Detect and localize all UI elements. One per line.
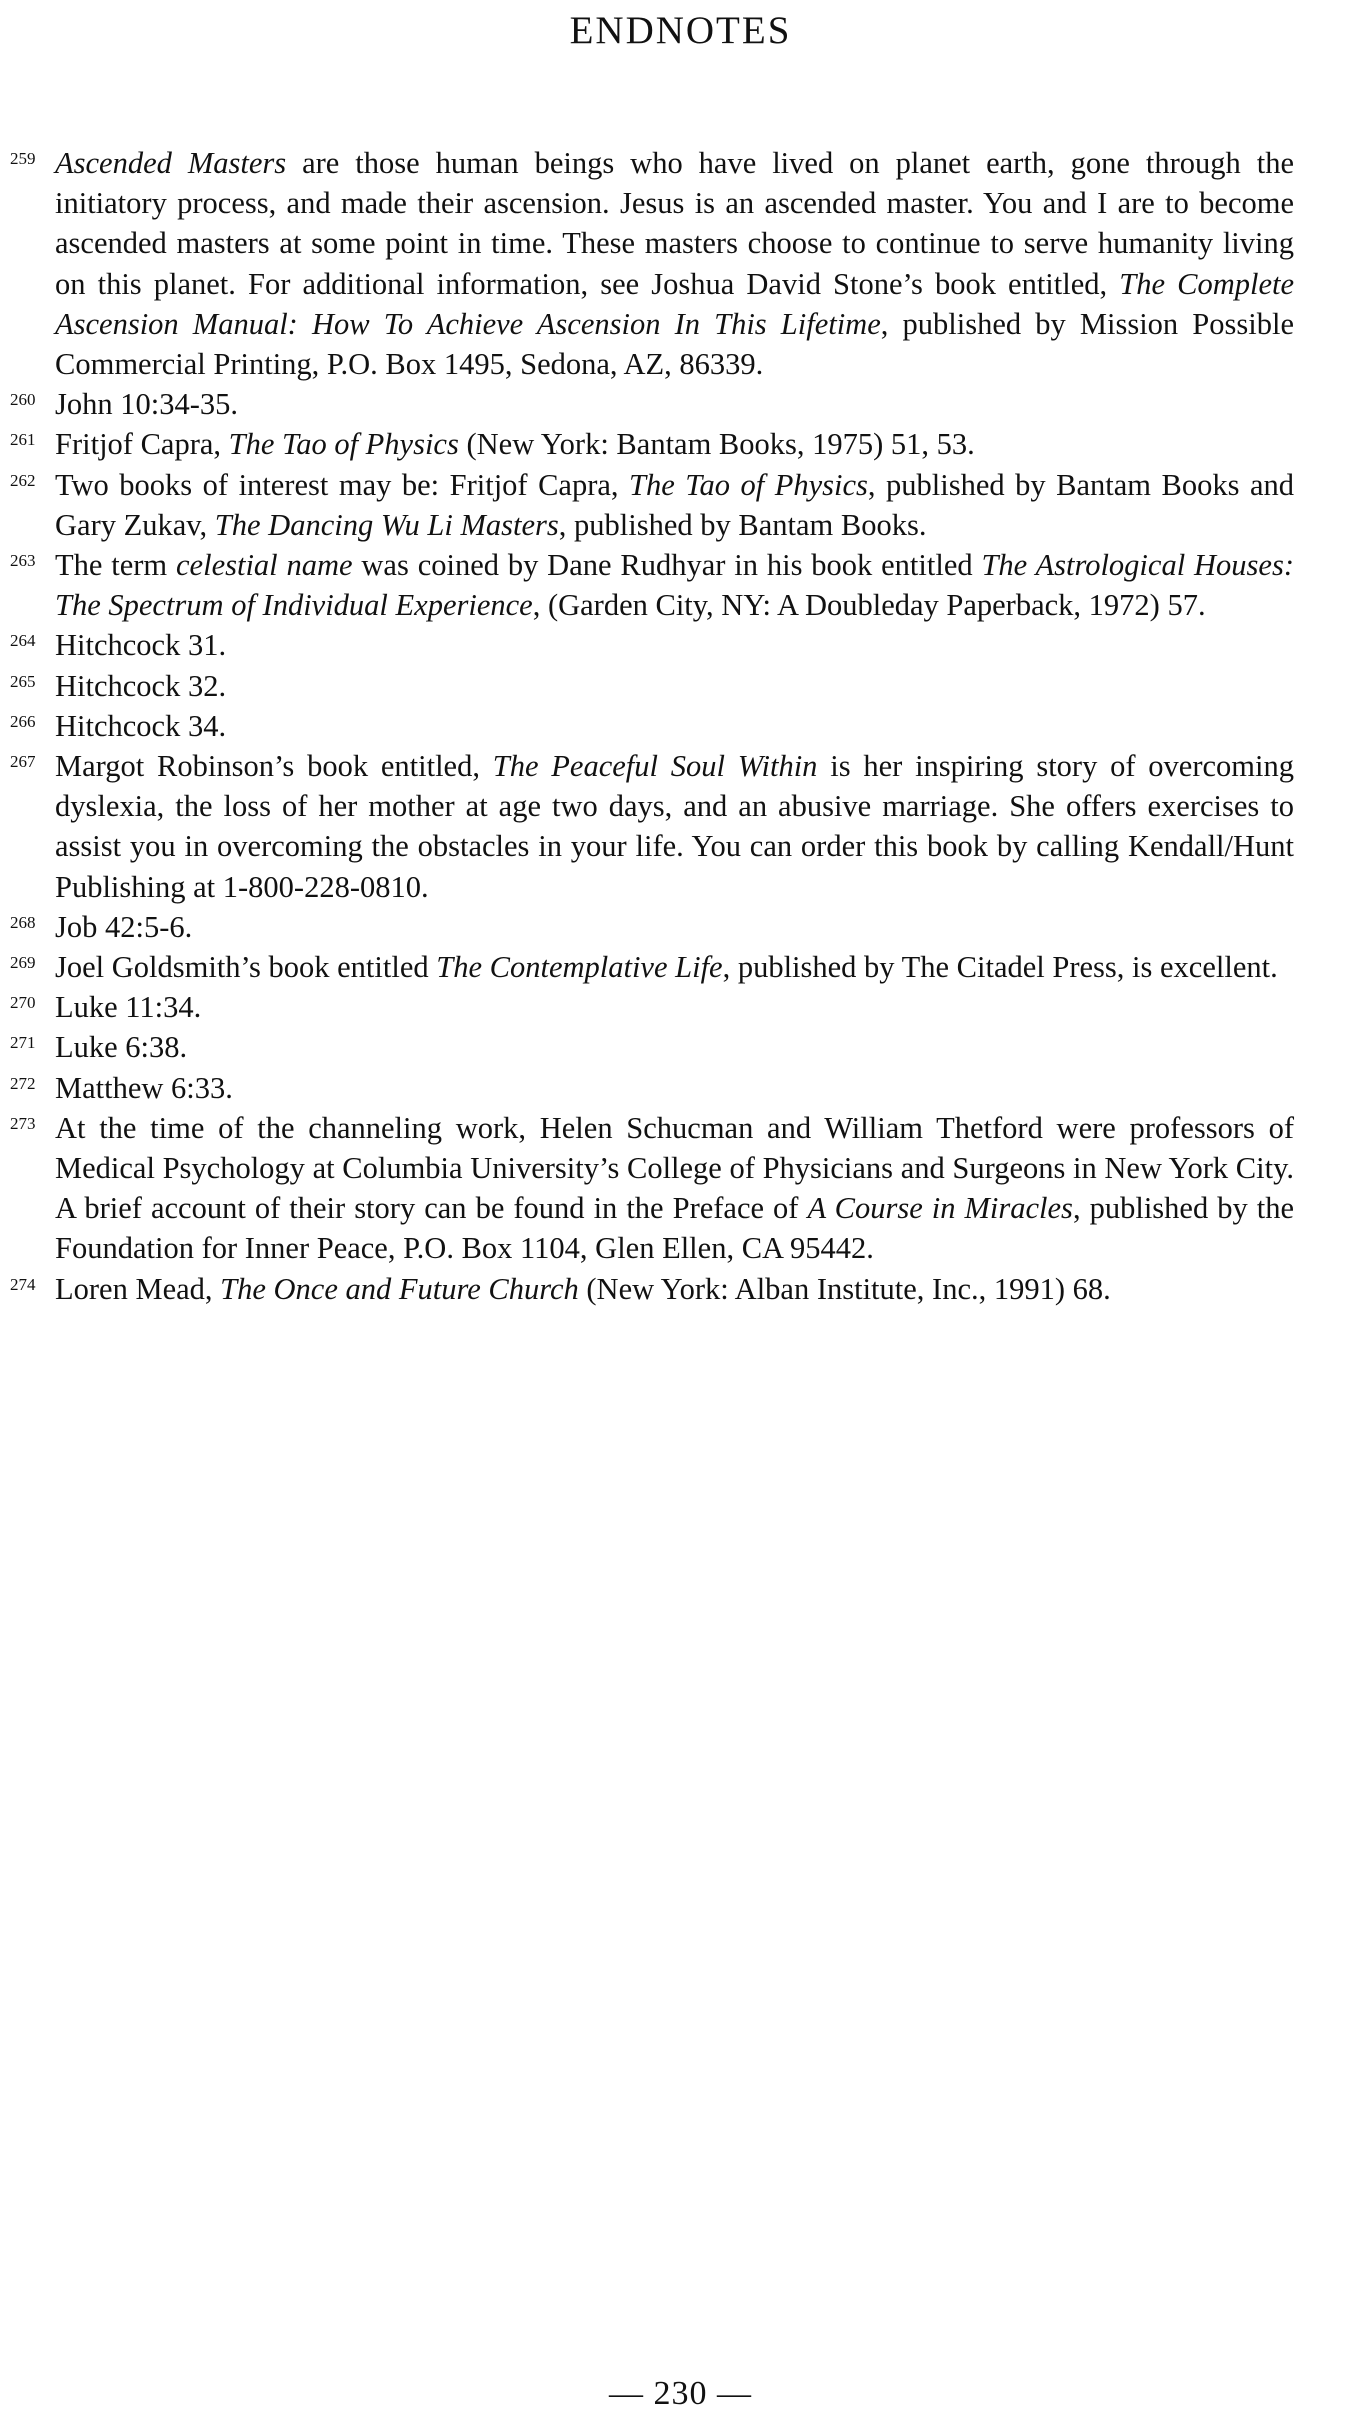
note-text-run: are those human beings who have lived on planet earth, gone through the initiatory process, and made their ascension. Jesus is an ascended master. You and I are to become ascended masters at some point in time. These masters choose to continue to serve humanity living on this planet. For additional information, see Joshua David Stone’s book entitled, xyxy=(55,146,1295,301)
endnote-264: 264 Hitchcock 31. xyxy=(52,625,1294,665)
endnote-text xyxy=(55,746,1294,907)
endnote-273: 273 At the time of the channeling work, Helen Schucman and William Thetford were professors of Medical Psychology at Columbia University’s College of Physicians and Surgeons in New York City. A brief account of their story can be found in the Preface of A Course in Miracles, published by the Foundation for Inner Peace, P.O. Box 1104, Glen Ellen, CA 95442. xyxy=(52,1108,1294,1269)
endnote-265: 265 Hitchcock 32. xyxy=(52,666,1294,706)
italic-title: The Tao of Physics xyxy=(228,427,459,462)
endnote-text xyxy=(55,1269,1294,1309)
note-text-run: Fritjof Capra, xyxy=(55,427,229,462)
endnote-263: 263 The term celestial name was coined by Dane Rudhyar in his book entitled The Astrological Houses: The Spectrum of Individual Experience, (Garden City, NY: A Doubleday Paperback, 1972) 57. xyxy=(52,545,1294,625)
endnote-270: 270 Luke 11:34. xyxy=(52,987,1294,1027)
italic-title: Ascended Masters xyxy=(55,146,287,180)
endnote-text xyxy=(55,1108,1294,1269)
endnote-text xyxy=(55,1068,1294,1108)
page-title: ENDNOTES xyxy=(569,9,792,52)
italic-title: The Complete Ascension Manual: How To Achieve Ascension In This Lifetime xyxy=(55,266,1294,341)
note-text-run: is her inspiring story of overcoming dyslexia, the loss of her mother at age two days, and an abusive marriage. She offers exercises to assist you in overcoming the obstacles in your life. You can order this book by calling Kendall/Hunt Publishing at 1-800-228-0810. xyxy=(55,749,1294,904)
note-text-run: Hitchcock 31. xyxy=(55,628,227,663)
note-text-run: Luke 6:38. xyxy=(55,1030,188,1065)
endnote-262: 262 Two books of interest may be: Fritjof Capra, The Tao of Physics, published by Bantam Books and Gary Zukav, The Dancing Wu Li Masters, published by Bantam Books. xyxy=(52,465,1294,545)
italic-title: The Astrological Houses: The Spectrum of Individual Experience xyxy=(55,548,1294,623)
endnotes-list xyxy=(10,143,1295,1309)
endnote-text xyxy=(55,384,1294,424)
endnote-text xyxy=(55,907,1294,947)
note-text-run: , published by Bantam Books. xyxy=(558,507,927,542)
endnote-268: 268 Job 42:5-6. xyxy=(52,907,1294,947)
note-text-run: John 10:34-35. xyxy=(55,387,238,422)
endnote-text xyxy=(55,545,1294,625)
endnote-text xyxy=(55,465,1294,545)
note-text-run: The term xyxy=(55,548,177,583)
endnote-text xyxy=(55,625,1294,665)
note-text-run: was coined by Dane Rudhyar in his book entitled xyxy=(352,548,982,583)
note-text-run: , published by Mission Possible Commercial Printing, P.O. Box 1495, Sedona, AZ, 86339. xyxy=(55,306,1294,382)
note-text-run: , published by The Citadel Press, is excellent. xyxy=(722,950,1278,985)
note-text-run: , published by Bantam Books and Gary Zukav, xyxy=(55,467,1294,542)
note-text-run: (New York: Bantam Books, 1975) 51, 53. xyxy=(458,427,975,462)
note-text-run: , published by the Foundation for Inner Peace, P.O. Box 1104, Glen Ellen, CA 95442. xyxy=(55,1191,1295,1266)
endnote-267: 267 Margot Robinson’s book entitled, The Peaceful Soul Within is her inspiring story of overcoming dyslexia, the loss of her mother at age two days, and an abusive marriage. She offers exercises to assist you in overcoming the obstacles in your life. You can order this book by calling Kendall/Hunt Publishing at 1-800-228-0810. xyxy=(52,746,1294,907)
italic-title: The Contemplative Life xyxy=(436,950,723,985)
endnote-text xyxy=(55,424,1294,464)
note-text-run: Two books of interest may be: Fritjof Capra, xyxy=(55,467,630,502)
italic-title: celestial name xyxy=(176,548,353,583)
endnote-266: 266 Hitchcock 34. xyxy=(52,706,1294,746)
italic-title: The Peaceful Soul Within xyxy=(492,749,818,784)
endnote-text xyxy=(55,1027,1294,1067)
endnote-261: 261 Fritjof Capra, The Tao of Physics (New York: Bantam Books, 1975) 51, 53. xyxy=(52,424,1294,464)
italic-title: The Dancing Wu Li Masters xyxy=(214,507,559,542)
note-text-run: Hitchcock 34. xyxy=(55,708,227,743)
italic-title: The Once and Future Church xyxy=(220,1271,579,1306)
endnote-259: 259 Ascended Masters are those human beings who have lived on planet earth, gone through the initiatory process, and made their ascension. Jesus is an ascended master. You and I are to become ascended masters at some point in time. These masters choose to continue to serve humanity living on this planet. For additional information, see Joshua David Stone’s book entitled, The Complete Ascension Manual: How To Achieve Ascension In This Lifetime, published by Mission Possible Commercial Printing, P.O. Box 1495, Sedona, AZ, 86339. xyxy=(52,143,1294,384)
endnote-text xyxy=(55,987,1294,1027)
note-text-run: (New York: Alban Institute, Inc., 1991) 68. xyxy=(578,1271,1111,1306)
endnote-text xyxy=(55,706,1294,746)
endnote-260: 260 John 10:34-35. xyxy=(52,384,1294,424)
note-text-run: Matthew 6:33. xyxy=(55,1070,233,1105)
note-text-run: Margot Robinson’s book entitled, xyxy=(55,749,493,784)
note-text-run: Loren Mead, xyxy=(55,1271,221,1306)
note-text-run: , (Garden City, NY: A Doubleday Paperback, 1972) 57. xyxy=(532,588,1206,623)
endnote-271: 271 Luke 6:38. xyxy=(52,1027,1294,1067)
endnote-text xyxy=(55,947,1294,987)
note-text-run: Luke 11:34. xyxy=(55,990,202,1025)
endnote-272: 272 Matthew 6:33. xyxy=(52,1068,1294,1108)
page-number: — 230 — xyxy=(609,2375,752,2412)
endnote-269: 269 Joel Goldsmith’s book entitled The Contemplative Life, published by The Citadel Press, is excellent. xyxy=(52,947,1294,987)
note-text-run: Hitchcock 32. xyxy=(55,668,227,703)
italic-title: A Course in Miracles xyxy=(807,1191,1073,1226)
note-text-run: Job 42:5-6. xyxy=(55,909,193,944)
italic-title: The Tao of Physics xyxy=(629,467,868,502)
note-text-run: Joel Goldsmith’s book entitled xyxy=(55,950,437,985)
endnote-text xyxy=(55,666,1294,706)
endnote-274: 274 Loren Mead, The Once and Future Church (New York: Alban Institute, Inc., 1991) 68. xyxy=(52,1269,1294,1309)
note-text-run: At the time of the channeling work, Helen Schucman and William Thetford were professors of Medical Psychology at Columbia University’s College of Physicians and Surgeons in New York City. A brief account of their story can be found in the Preface of xyxy=(55,1110,1294,1226)
endnote-text xyxy=(55,143,1294,384)
